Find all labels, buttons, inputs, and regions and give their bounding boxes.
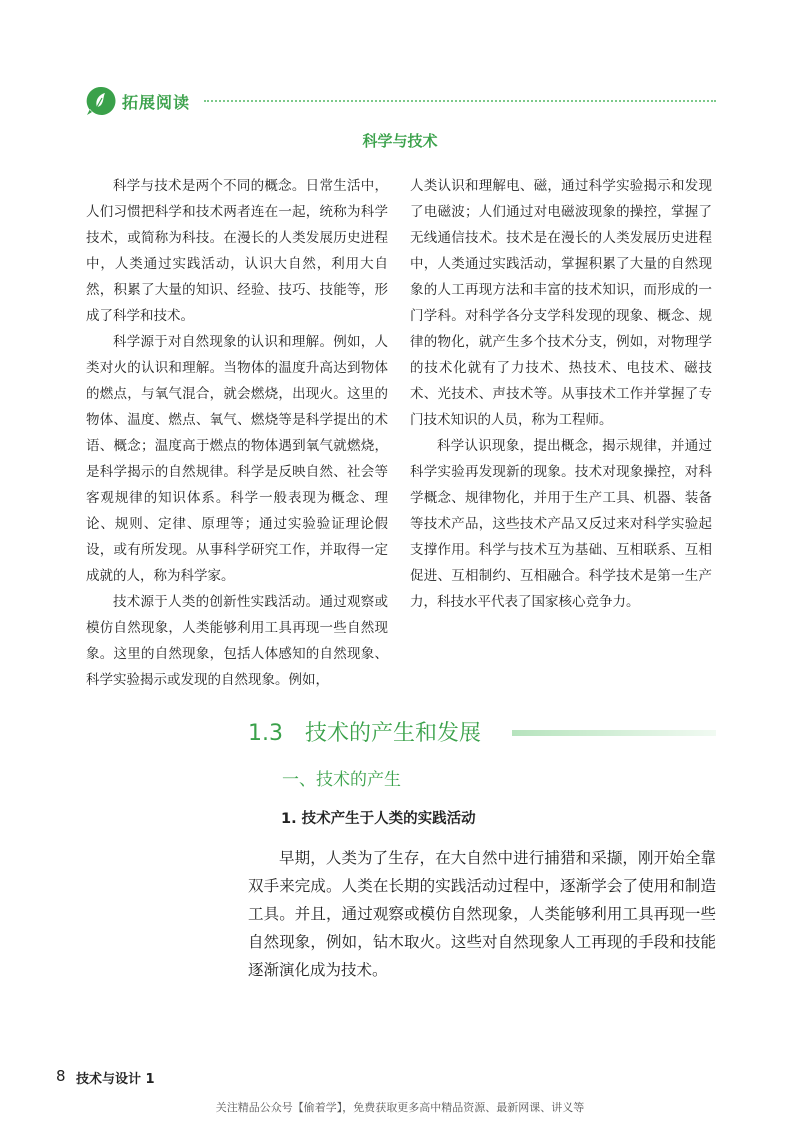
section-heading [248, 716, 481, 747]
item-title: 1. 技术产生于人类的实践活动 [281, 811, 476, 827]
reading-paragraph: 技术源于人类的创新性实践活动。通过观察或模仿自然现象，人类能够利用工具再现一些自然现象。这里的自然现象，包括人体感知的自然现象、科学实验揭示或发现的自然现象。例如， [86, 594, 388, 688]
header-dotted-divider [204, 100, 716, 102]
reading-title: 科学与技术 [362, 132, 438, 150]
reading-paragraph: 科学与技术是两个不同的概念。日常生活中，人们习惯把科学和技术两者连在一起，统称为科学技术，或简称为科技。在漫长的人类发展历史进程中，人类通过实践活动，认识大自然，利用大自然，积累了大量的知识、经验、技巧、技能等，形成了科学和技术。 [86, 178, 388, 324]
book-title: 技术与设计 1 [76, 1072, 155, 1087]
reading-paragraph-continued: 人类认识和理解电、磁，通过科学实验揭示和发现了电磁波；人们通过对电磁波现象的操控，掌握了无线通信技术。技术是在漫长的人类发展历史进程中，人类通过实践活动，掌握积累了大量的自然现象的人工再现方法和丰富的技术知识，而形成的一门学科。对科学各分支学科发现的现象、概念、规律的物化，就产生多个技术分支，例如，对物理学的技术化就有了力技术、热技术、电技术、磁技术、光技术、声技术等。从事技术工作并掌握了专门技术知识的人员，称为工程师。 [410, 178, 712, 428]
reading-left-column [86, 173, 388, 693]
reading-paragraph: 科学认识现象，提出概念，揭示规律，并通过科学实验再发现新的现象。技术对现象操控，对科学概念、规律物化，并用于生产工具、机器、装备等技术产品，这些技术产品又反过来对科学实验起支撑作用。科学与技术互为基础、互相联系、互相促进、互相制约、互相融合。科学技术是第一生产力，科技水平代表了国家核心竞争力。 [410, 438, 712, 610]
reading-right-column [410, 173, 712, 615]
reading-paragraph: 科学源于对自然现象的认识和理解。例如，人类对火的认识和理解。当物体的温度升高达到物体的燃点，与氧气混合，就会燃烧，出现火。这里的物体、温度、燃点、氧气、燃烧等是科学提出的术语、概念；温度高于燃点的物体遇到氧气就燃烧，是科学揭示的自然规律。科学是反映自然、社会等客观规律的知识体系。科学一般表现为概念、理论、规则、定律、原理等；通过实验验证理论假设，或有所发现。从事科学研究工作，并取得一定成就的人，称为科学家。 [86, 334, 388, 584]
reading-badge-icon [86, 86, 116, 116]
reading-badge-title: 拓展阅读 [122, 93, 191, 112]
footer-note: 关注精品公众号【偷着学】，免费获取更多高中精品资源、最新网课、讲义等 [215, 1101, 585, 1114]
subsection-title: 一、技术的产生 [282, 770, 401, 790]
page-number: 8 [56, 1067, 66, 1085]
body-paragraph: 早期，人类为了生存，在大自然中进行捕猎和采撷，刚开始全靠双手来完成。人类在长期的实践活动过程中，逐渐学会了使用和制造工具。并且，通过观察或模仿自然现象，人类能够利用工具再现一些自然现象，例如，钻木取火。这些对自然现象人工再现的手段和技能逐渐演化成为技术。 [248, 849, 716, 979]
section-title: 技术的产生和发展 [305, 721, 482, 746]
section-heading-bar [512, 730, 716, 736]
main-body-text [248, 844, 716, 984]
section-number: 1.3 [248, 721, 283, 746]
